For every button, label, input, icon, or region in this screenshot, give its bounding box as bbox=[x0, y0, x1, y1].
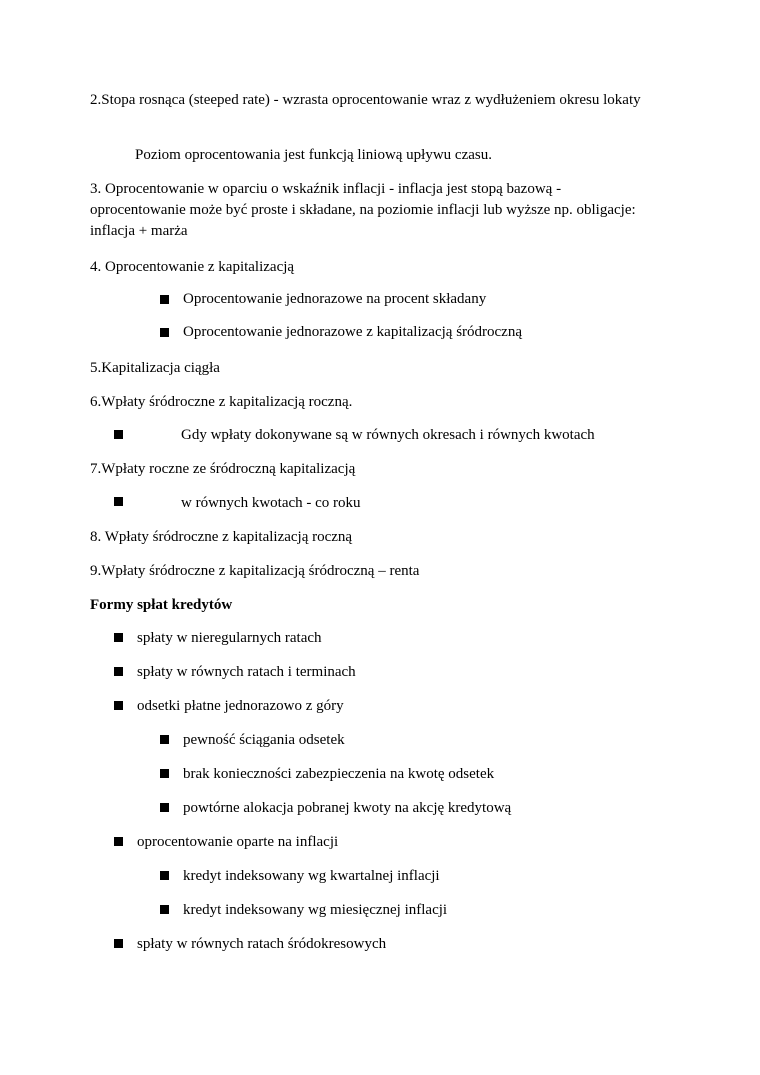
bullet-marker bbox=[114, 701, 123, 710]
paragraph-item-3: 3. Oprocentowanie w oparciu o wskaźnik inflacji - inflacja jest stopą bazową - oprocentowanie może być proste i składane, na poziomie inflacji lub wyższe np. obligacje: inflacja + marża bbox=[90, 181, 636, 239]
bullet-marker bbox=[160, 871, 169, 880]
paragraph-item-8: 8. Wpłaty śródroczne z kapitalizacją roczną bbox=[90, 529, 353, 545]
list-item: powtórne alokacja pobranej kwoty na akcję kredytową bbox=[183, 800, 512, 816]
bullet-marker bbox=[160, 328, 169, 337]
list-item: Oprocentowanie jednorazowe na procent składany bbox=[183, 291, 487, 307]
list-item: Oprocentowanie jednorazowe z kapitalizacją śródroczną bbox=[183, 324, 522, 340]
list-item: spłaty w równych ratach śródokresowych bbox=[137, 936, 387, 952]
list-item: spłaty w nieregularnych ratach bbox=[137, 630, 322, 646]
bullet-marker bbox=[160, 295, 169, 304]
bullet-marker bbox=[160, 905, 169, 914]
list-item: oprocentowanie oparte na inflacji bbox=[137, 834, 339, 850]
list-item: kredyt indeksowany wg kwartalnej inflacji bbox=[183, 868, 440, 884]
bullet-marker bbox=[114, 837, 123, 846]
bullet-marker bbox=[160, 735, 169, 744]
bullet-marker bbox=[160, 803, 169, 812]
paragraph-item-5: 5.Kapitalizacja ciągła bbox=[90, 360, 220, 376]
bullet-marker bbox=[160, 769, 169, 778]
list-item: Gdy wpłaty dokonywane są w równych okresach i równych kwotach bbox=[181, 427, 595, 443]
list-item: odsetki płatne jednorazowo z góry bbox=[137, 698, 344, 714]
paragraph-item-6: 6.Wpłaty śródroczne z kapitalizacją roczną. bbox=[90, 394, 353, 410]
list-item: spłaty w równych ratach i terminach bbox=[137, 664, 356, 680]
list-item: pewność ściągania odsetek bbox=[183, 732, 345, 748]
paragraph-item-7: 7.Wpłaty roczne ze śródroczną kapitalizacją bbox=[90, 461, 356, 477]
bullet-marker bbox=[114, 430, 123, 439]
bullet-marker bbox=[114, 497, 123, 506]
section-heading: Formy spłat kredytów bbox=[90, 597, 233, 613]
bullet-marker bbox=[114, 939, 123, 948]
paragraph-item-2-note: Poziom oprocentowania jest funkcją liniową upływu czasu. bbox=[135, 147, 492, 163]
list-item: kredyt indeksowany wg miesięcznej inflacji bbox=[183, 902, 448, 918]
paragraph-item-2: 2.Stopa rosnąca (steeped rate) - wzrasta oprocentowanie wraz z wydłużeniem okresu lokaty bbox=[90, 92, 641, 108]
paragraph-item-9: 9.Wpłaty śródroczne z kapitalizacją śródroczną – renta bbox=[90, 563, 420, 579]
list-item: brak konieczności zabezpieczenia na kwotę odsetek bbox=[183, 766, 495, 782]
paragraph-item-4: 4. Oprocentowanie z kapitalizacją bbox=[90, 259, 295, 275]
bullet-marker bbox=[114, 633, 123, 642]
bullet-marker bbox=[114, 667, 123, 676]
list-item: w równych kwotach - co roku bbox=[181, 495, 361, 511]
